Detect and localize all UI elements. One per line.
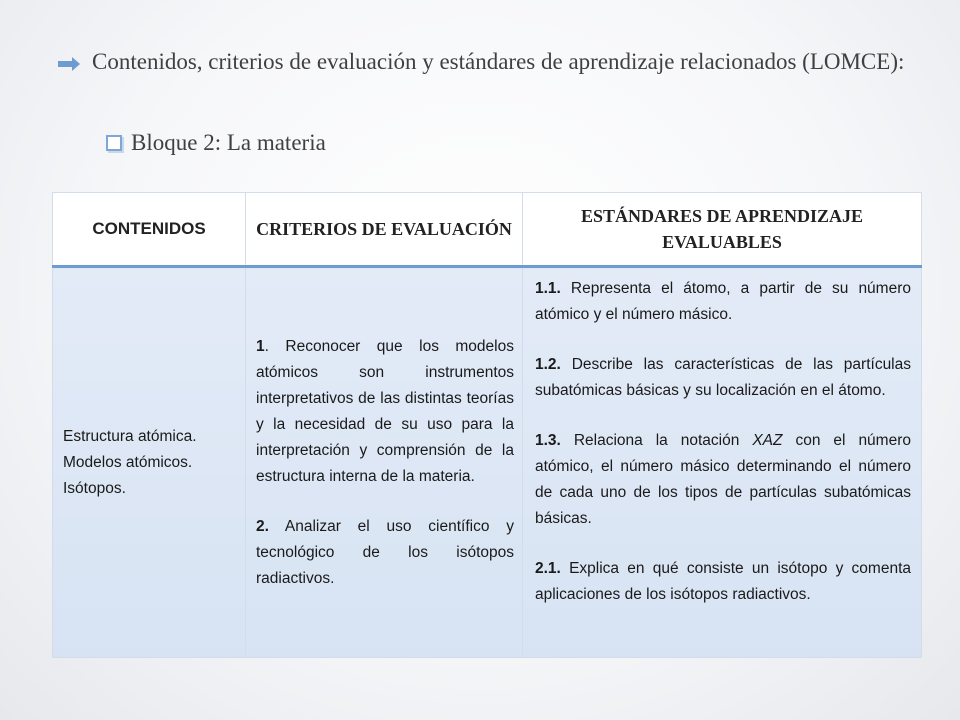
sub-bullet-text: Bloque 2: La materia (131, 130, 326, 155)
estandar-number: 1.1. (535, 280, 561, 297)
contenido-item: Modelos atómicos. (63, 453, 193, 471)
estandar-item (535, 556, 911, 608)
arrow-right-icon (58, 57, 80, 71)
cell-estandares (523, 267, 922, 658)
criterio-number: 1 (256, 337, 265, 355)
estandar-text: Explica en qué consiste un isótopo y comenta aplicaciones de los isótopos radiactivos. (535, 560, 911, 603)
header-contenidos: CONTENIDOS (53, 193, 246, 267)
estandar-item (535, 428, 911, 532)
contenido-item: Isótopos. (63, 479, 126, 497)
criterio-text: Analizar el uso científico y tecnológico de los isótopos radiactivos. (256, 517, 514, 587)
estandar-text: con el número atómico, el número másico determinando el número de cada uno de los tipos de partículas subatómicas básicas. (535, 432, 911, 527)
criterio-item (256, 514, 514, 592)
sub-bullet (106, 128, 326, 158)
standards-table (52, 192, 922, 658)
notation-xaz: XAZ (752, 432, 783, 449)
contenido-item: Estructura atómica. (63, 427, 197, 445)
main-bullet (58, 47, 928, 77)
estandar-number: 1.3. (535, 432, 561, 449)
header-criterios: CRITERIOS DE EVALUACIÓN (246, 193, 523, 267)
estandar-item (535, 352, 911, 404)
estandar-text: Representa el átomo, a partir de su número atómico y el número másico. (535, 280, 911, 323)
checkbox-icon (106, 135, 122, 151)
table-header-row (53, 193, 922, 267)
main-bullet-text: Contenidos, criterios de evaluación y estándares de aprendizaje relacionados (LOMCE): (92, 49, 905, 74)
estandar-number: 1.2. (535, 356, 561, 373)
criterio-text: . Reconocer que los modelos atómicos son instrumentos interpretativos de las distintas teorías y la necesidad de su uso para la interpretación y comprensión de la estructura interna de la materia. (256, 337, 514, 485)
cell-criterios (246, 267, 523, 658)
header-estandares: ESTÁNDARES DE APRENDIZAJE EVALUABLES (523, 193, 922, 267)
table-row (53, 267, 922, 658)
criterio-number: 2. (256, 517, 269, 535)
estandar-text: Relaciona la notación (560, 432, 753, 449)
estandar-text: Describe las características de las partículas subatómicas básicas y su localización en el átomo. (535, 356, 911, 399)
cell-contenidos (53, 267, 246, 658)
estandar-item (535, 276, 911, 328)
estandar-number: 2.1. (535, 560, 561, 577)
criterio-item (256, 334, 514, 490)
